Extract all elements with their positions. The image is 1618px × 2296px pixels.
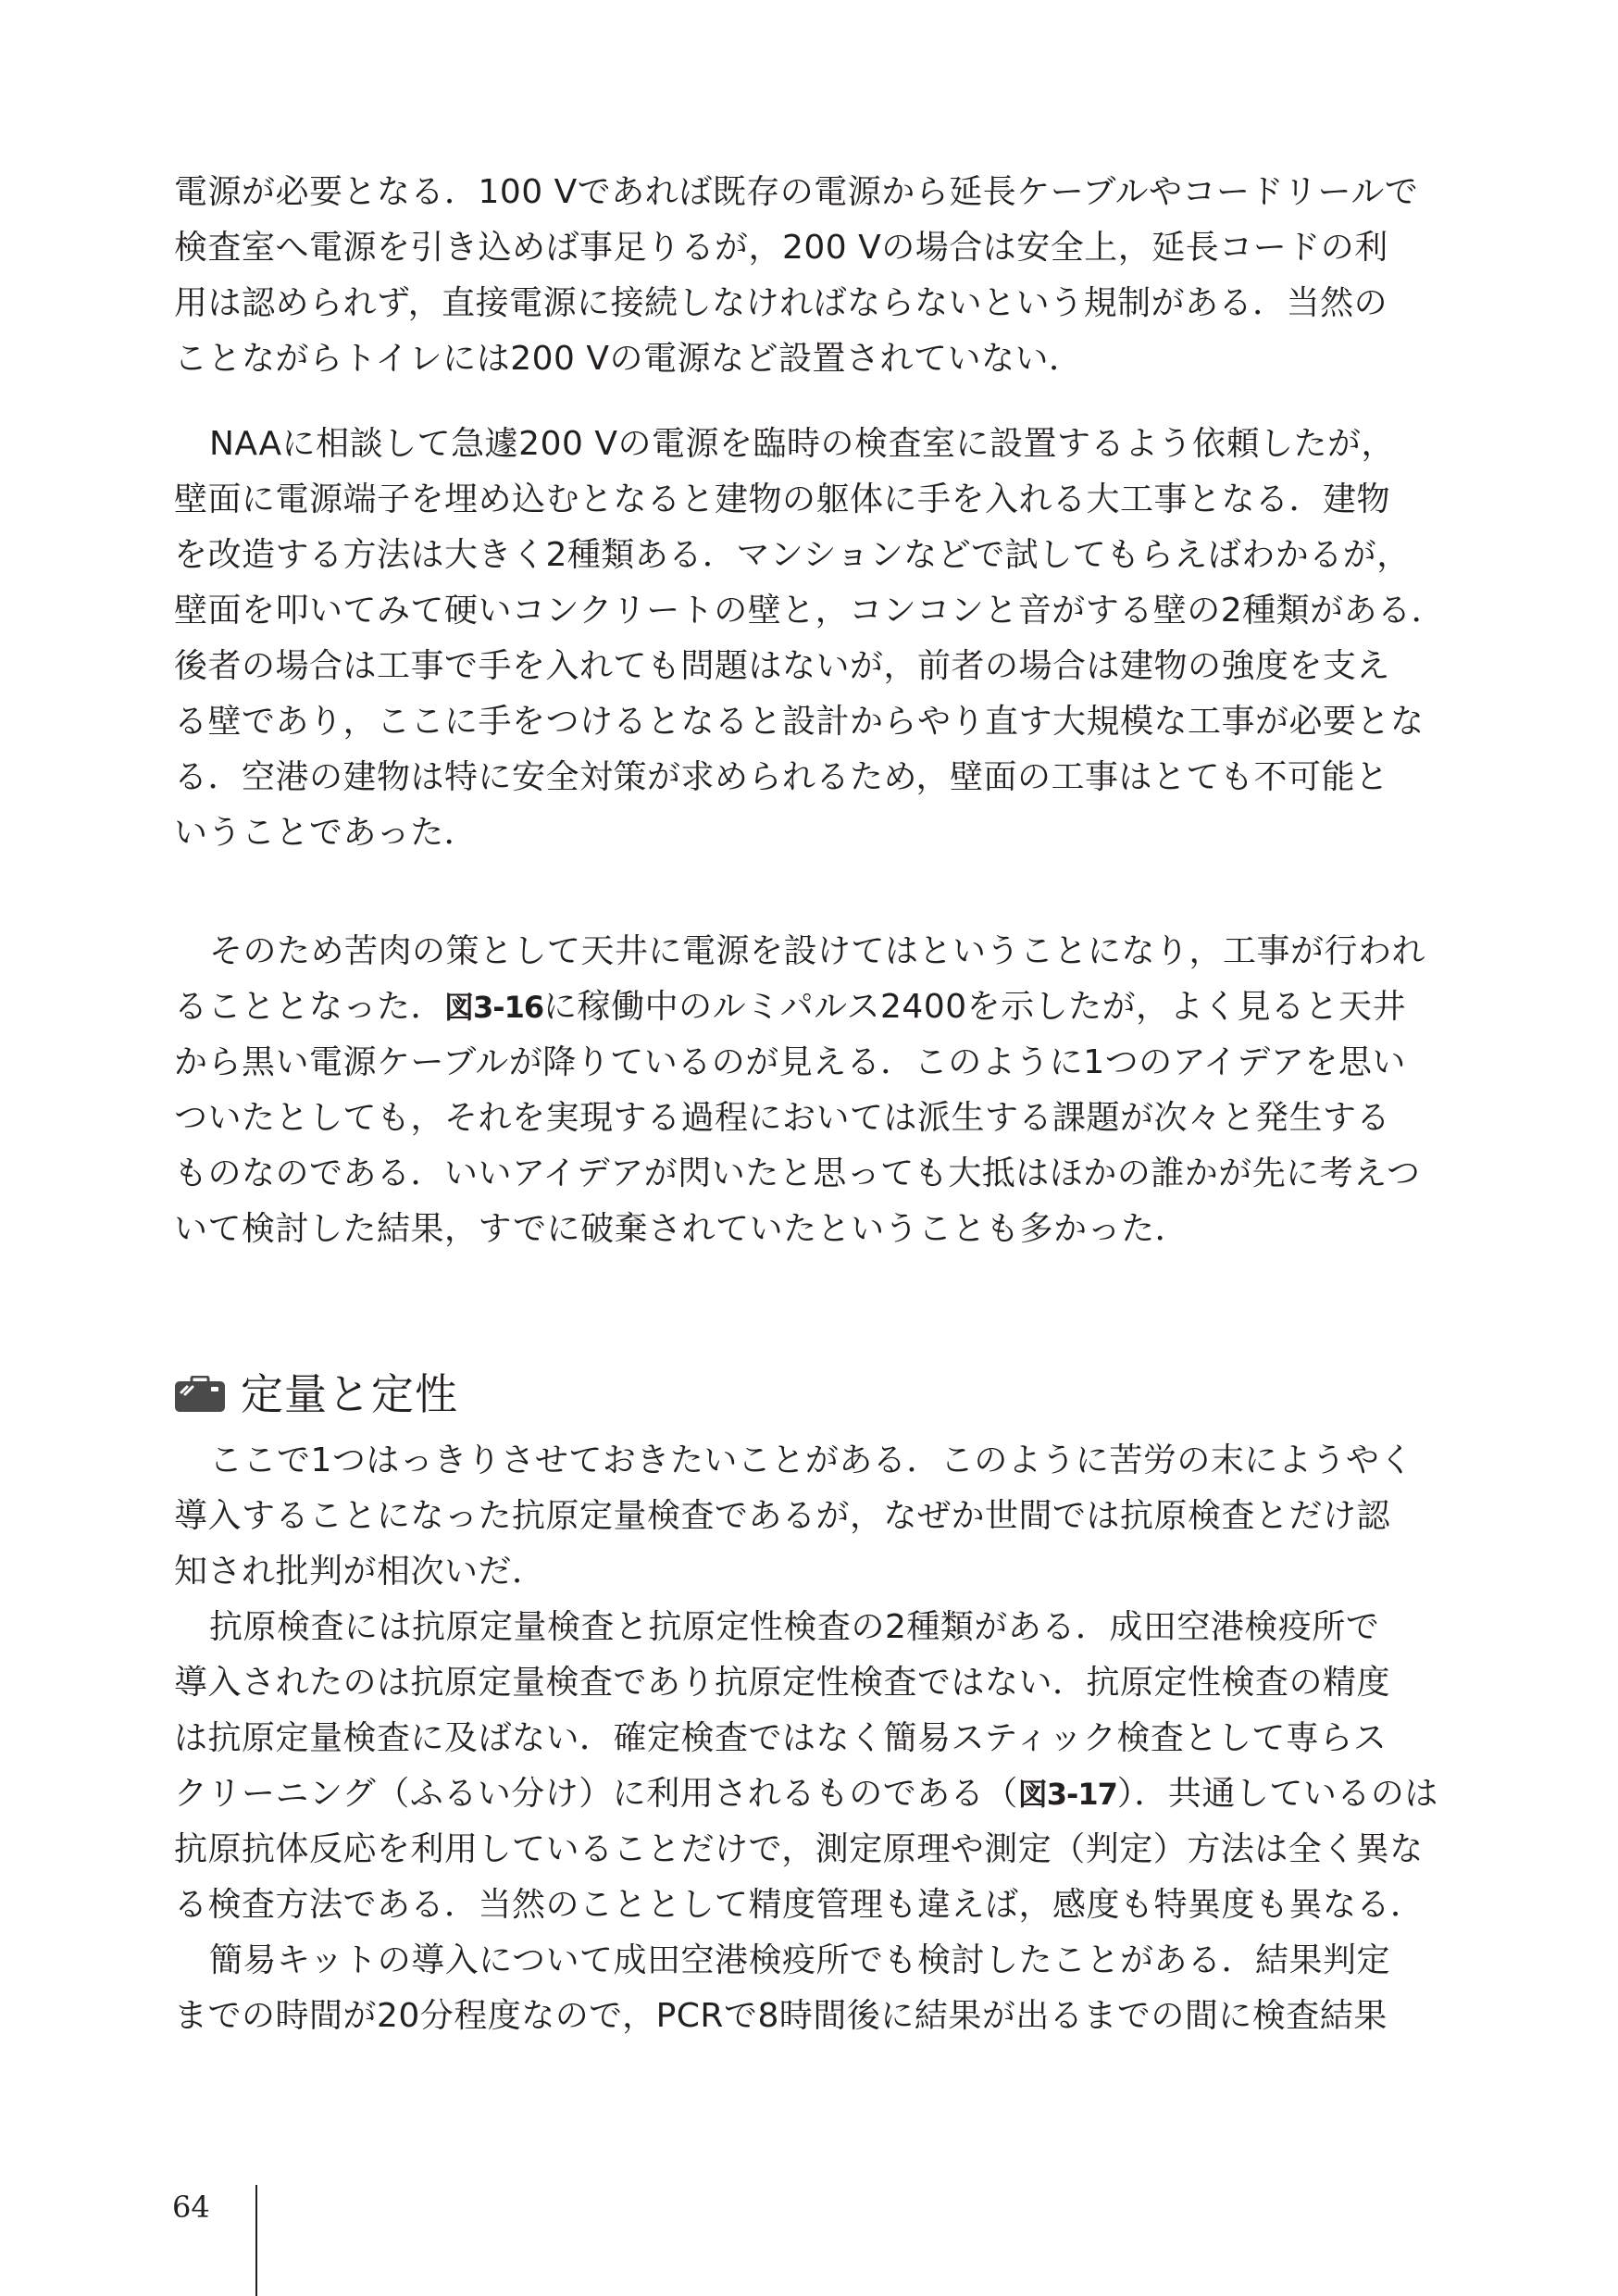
figure-reference: 図3-17 bbox=[1017, 1777, 1117, 1812]
text-line: 簡易キットの導入について成田空港検疫所でも検討したことがある．結果判定 bbox=[209, 1941, 1391, 1979]
text-line: ものなのである．いいアイデアが閃いたと思っても大抵はほかの誰かが先に考えつ bbox=[174, 1154, 1421, 1192]
paragraph-6 bbox=[174, 1933, 1414, 2044]
text-line: NAAに相談して急遽200 Vの電源を臨時の検査室に設置するよう依頼したが， bbox=[209, 425, 1395, 463]
text-line: 壁面に電源端子を埋め込むとなると建物の躯体に手を入れる大工事となる．建物 bbox=[174, 480, 1391, 518]
paragraph-1 bbox=[174, 165, 1419, 387]
text-run: ）．共通しているのは bbox=[1116, 1775, 1438, 1813]
text-line: 抗原検査には抗原定量検査と抗原定性検査の2種類がある．成田空港検疫所で bbox=[209, 1608, 1380, 1646]
text-line: いて検討した結果，すでに破棄されていたということも多かった． bbox=[174, 1210, 1189, 1248]
text-line: 知され批判が相次いだ． bbox=[174, 1553, 546, 1591]
folio-divider bbox=[255, 2185, 257, 2296]
text-line: ことながらトイレには200 Vの電源など設置されていない． bbox=[174, 340, 1083, 378]
text-run: ることとなった． bbox=[174, 988, 445, 1026]
text-line bbox=[174, 1766, 1438, 1822]
text-line: 電源が必要となる．100 Vであれば既存の電源から延長ケーブルやコードリールで bbox=[174, 173, 1419, 211]
text-line: 後者の場合は工事で手を入れても問題はないが，前者の場合は建物の強度を支え bbox=[174, 647, 1391, 685]
text-line bbox=[174, 980, 1414, 1035]
text-line: までの時間が20分程度なので，PCRで8時間後に結果が出るまでの間に検査結果 bbox=[174, 1997, 1388, 2035]
text-line: 導入されたのは抗原定量検査であり抗原定性検査ではない．抗原定性検査の精度 bbox=[174, 1664, 1391, 1702]
text-line: 壁面を叩いてみて硬いコンクリートの壁と，コンコンと音がする壁の2種類がある． bbox=[174, 592, 1446, 630]
text-line: る壁であり，ここに手をつけるとなると設計からやり直す大規模な工事が必要とな bbox=[174, 703, 1425, 741]
paragraph-3 bbox=[174, 924, 1426, 1257]
text-line: から黒い電源ケーブルが降りているのが見える．このように1つのアイデアを思い bbox=[174, 1043, 1406, 1081]
text-line: 検査室へ電源を引き込めば事足りるが，200 Vの場合は安全上，延長コードの利 bbox=[174, 229, 1388, 267]
page-number: 64 bbox=[172, 2190, 210, 2225]
paragraph-2 bbox=[174, 417, 1446, 861]
text-line: 抗原抗体反応を利用していることだけで，測定原理や測定（判定）方法は全く異な bbox=[174, 1830, 1424, 1868]
text-line: る．空港の建物は特に安全対策が求められるため，壁面の工事はとても不可能と bbox=[174, 758, 1389, 796]
text-line: は抗原定量検査に及ばない．確定検査ではなく簡易スティック検査として専らス bbox=[174, 1719, 1388, 1757]
text-line: そのため苦肉の策として天井に電源を設けてはということになり，工事が行われ bbox=[209, 932, 1426, 970]
text-line: ここで1つはっきりさせておきたいことがある．このように苦労の末にようやく bbox=[209, 1441, 1413, 1479]
section-title: 定量と定性 bbox=[241, 1369, 458, 1419]
section-heading bbox=[174, 1365, 458, 1424]
text-run: に稼働中のルミパルス2400を示したが，よく見ると天井 bbox=[543, 988, 1407, 1026]
text-line: ついたとしても，それを実現する過程においては派生する課題が次々と発生する bbox=[174, 1099, 1391, 1137]
briefcase-icon bbox=[174, 1376, 226, 1413]
text-line: を改造する方法は大きく2種類ある．マンションなどで試してもらえばわかるが， bbox=[174, 536, 1411, 574]
text-line: いうことであった． bbox=[174, 814, 479, 852]
paragraph-5 bbox=[174, 1600, 1438, 1933]
text-run: クリーニング（ふるい分け）に利用されるものである（ bbox=[174, 1775, 1018, 1813]
paragraph-4 bbox=[174, 1433, 1414, 1600]
text-line: る検査方法である．当然のこととして精度管理も違えば，感度も特異度も異なる． bbox=[174, 1886, 1425, 1924]
text-line: 導入することになった抗原定量検査であるが，なぜか世間では抗原検査とだけ認 bbox=[174, 1497, 1391, 1535]
text-line: 用は認められず，直接電源に接続しなければならないという規制がある．当然の bbox=[174, 284, 1388, 322]
figure-reference: 図3-16 bbox=[444, 990, 544, 1025]
